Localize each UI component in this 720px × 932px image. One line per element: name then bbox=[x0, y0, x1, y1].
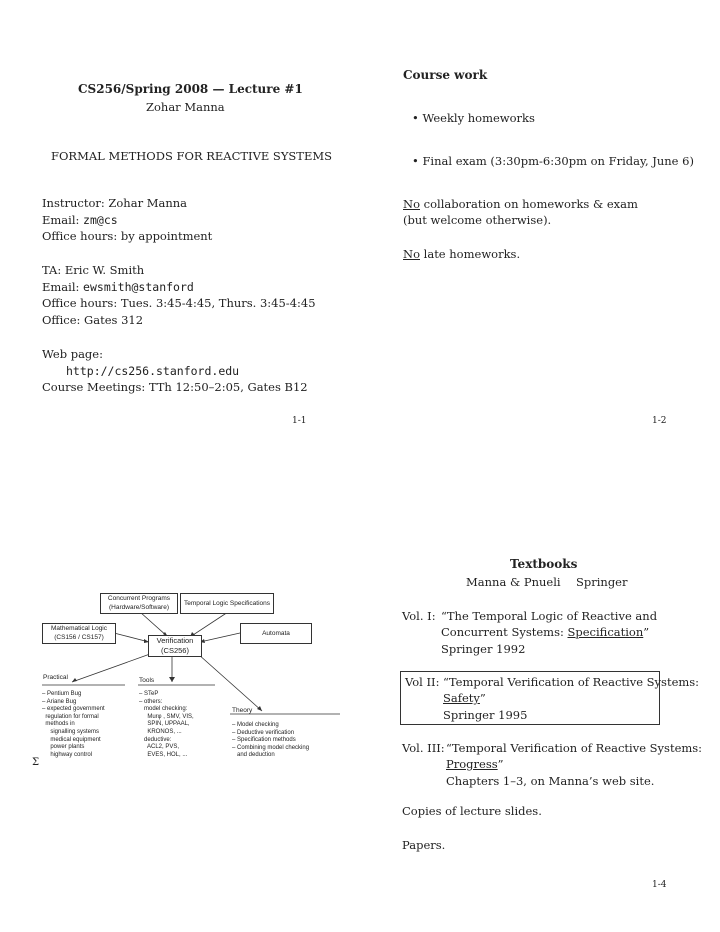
web-page-label: Web page: bbox=[42, 347, 103, 361]
ta-name: TA: Eric W. Smith bbox=[42, 263, 145, 277]
ta-office: Office: Gates 312 bbox=[42, 313, 144, 327]
vol1-quote: ” bbox=[643, 625, 650, 639]
lecture-title: CS256/Spring 2008 — Lecture #1 bbox=[78, 82, 303, 96]
sigma-mark: Σ bbox=[32, 757, 40, 768]
automata-box: Automata bbox=[240, 623, 312, 644]
collaboration-text: collaboration on homeworks & exam bbox=[420, 197, 638, 211]
ta-office-hours: Office hours: Tues. 3:45-4:45, Thurs. 3:45-4:45 bbox=[42, 296, 316, 310]
email-label: Email: bbox=[42, 213, 84, 227]
vol1-topic: Specification bbox=[567, 625, 644, 639]
arrowhead bbox=[72, 678, 77, 682]
course-meetings: Course Meetings: TTh 12:50–2:05, Gates B12 bbox=[42, 380, 308, 394]
vol3-quote: ” bbox=[497, 757, 504, 771]
bullet-icon: • bbox=[412, 154, 419, 168]
lecture-author: Zohar Manna bbox=[146, 100, 225, 114]
vol1-title-line1: “The Temporal Logic of Reactive and bbox=[441, 609, 658, 623]
mathematical-logic-box: Mathematical Logic (CS156 / CS157) bbox=[42, 623, 116, 644]
arrow-logic-verification bbox=[114, 633, 149, 642]
email-value: zm@cs bbox=[83, 213, 118, 227]
arrowhead bbox=[169, 677, 175, 682]
collaboration-policy bbox=[403, 197, 638, 211]
course-subtitle: FORMAL METHODS FOR REACTIVE SYSTEMS bbox=[51, 149, 333, 163]
vol1-year: Springer 1992 bbox=[441, 642, 526, 656]
vol3-title-line2 bbox=[446, 757, 504, 771]
bullet-final-exam bbox=[412, 154, 694, 168]
arrow-verification-theory bbox=[198, 654, 262, 711]
practical-items: – Pentium Bug – Ariane Bug – expected government regulation for formal methods in signalling systems medical equipment power plants highway control bbox=[42, 691, 105, 758]
theory-header: Theory bbox=[232, 707, 253, 714]
vol2-label: Vol II: bbox=[405, 675, 440, 689]
bullet-text: Weekly homeworks bbox=[422, 111, 535, 125]
page-number: 1-4 bbox=[652, 880, 667, 890]
vol3-topic: Progress bbox=[446, 757, 498, 771]
vol1-label: Vol. I: bbox=[402, 609, 436, 623]
collaboration-note: (but welcome otherwise). bbox=[403, 213, 552, 227]
late-text: late homeworks. bbox=[420, 247, 521, 261]
vol1-title-line2 bbox=[441, 625, 649, 639]
late-policy bbox=[403, 247, 520, 261]
bullet-text: Final exam (3:30pm-6:30pm on Friday, June 6) bbox=[422, 154, 694, 168]
tools-header: Tools bbox=[139, 677, 155, 684]
vol3-label: Vol. III: bbox=[402, 741, 445, 755]
vol2-quote: ” bbox=[479, 691, 486, 705]
web-page-url[interactable]: http://cs256.stanford.edu bbox=[66, 364, 240, 378]
arrow-temporal-verification bbox=[190, 612, 228, 637]
concurrent-programs-box: Concurrent Programs (Hardware/Software) bbox=[100, 593, 178, 614]
ta-email-label: Email: bbox=[42, 280, 84, 294]
textbooks-title: Textbooks bbox=[510, 557, 578, 571]
page-number: 1-2 bbox=[652, 416, 667, 426]
no-emphasis: No bbox=[403, 247, 420, 261]
ta-email-value: ewsmith@stanford bbox=[83, 280, 194, 294]
vol2-topic: Safety bbox=[443, 691, 480, 705]
arrow-automata-verification bbox=[200, 633, 240, 642]
vol2-title-line2 bbox=[443, 691, 486, 705]
verification-box: Verification (CS256) bbox=[148, 635, 202, 657]
theory-items: – Model checking – Deductive verification – Specification methods – Combining model checking and deduction bbox=[232, 722, 310, 759]
vol2-title-line1: “Temporal Verification of Reactive Systems: bbox=[443, 675, 700, 689]
temporal-logic-specifications-box: Temporal Logic Specifications bbox=[180, 593, 274, 614]
bullet-icon: • bbox=[412, 111, 419, 125]
papers-note: Papers. bbox=[402, 838, 446, 852]
instructor-name: Instructor: Zohar Manna bbox=[42, 196, 188, 210]
textbook-authors: Manna & Pnueli bbox=[466, 575, 561, 589]
vol3-title-line1: “Temporal Verification of Reactive Systems: bbox=[446, 741, 703, 755]
instructor-office-hours: Office hours: by appointment bbox=[42, 229, 213, 243]
vol3-availability: Chapters 1–3, on Manna’s web site. bbox=[446, 774, 655, 788]
course-work-title: Course work bbox=[403, 68, 488, 82]
vol1-title-text: Concurrent Systems: bbox=[441, 625, 568, 639]
practical-header: Practical bbox=[43, 674, 68, 681]
bullet-homeworks bbox=[412, 111, 535, 125]
page-number: 1-1 bbox=[292, 416, 307, 426]
vol2-year: Springer 1995 bbox=[443, 708, 528, 722]
textbook-publisher: Springer bbox=[576, 575, 628, 589]
lecture-slides-note: Copies of lecture slides. bbox=[402, 804, 542, 818]
no-emphasis: No bbox=[403, 197, 420, 211]
tools-items: – STeP – others: model checking: Murφ , SMV, VIS, SPIN, UPPAAL, KRONOS, ... deductive: ACL2, PVS, EVES, HOL, ... bbox=[139, 691, 194, 758]
